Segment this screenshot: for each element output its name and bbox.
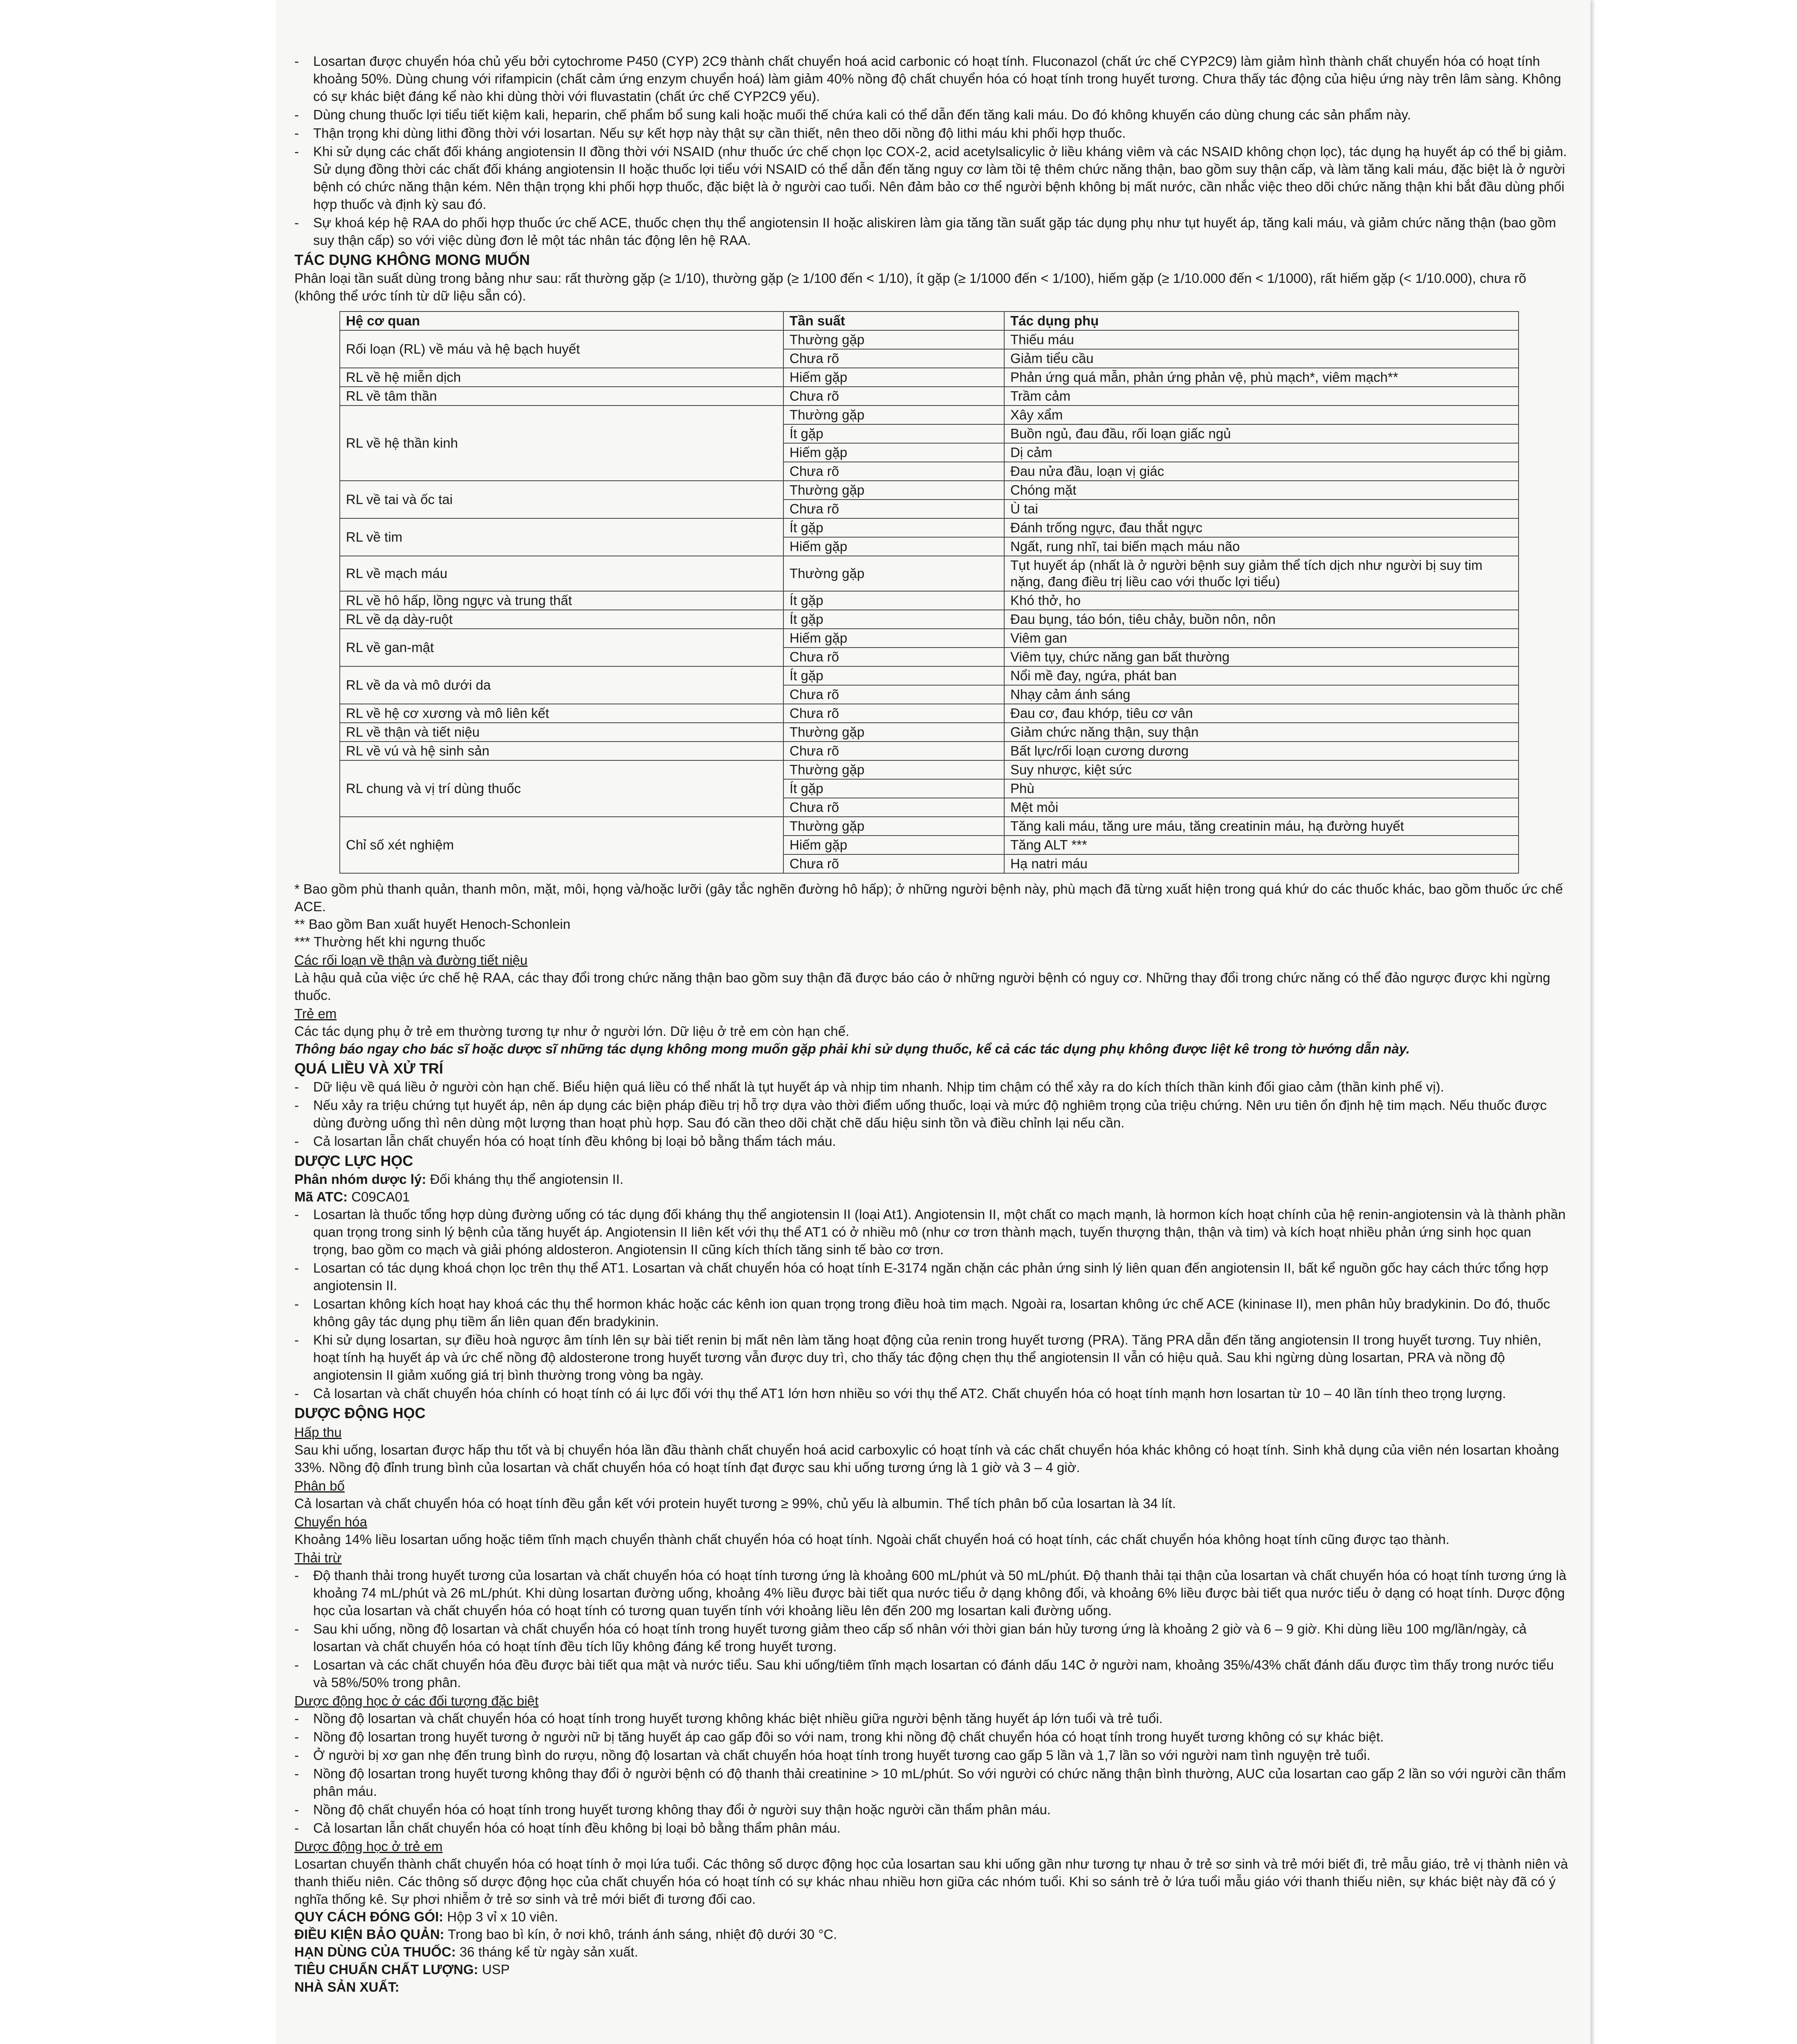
column-header: Tần suất [783,312,1004,330]
packaging-value: Hộp 3 vỉ x 10 viên. [447,1909,558,1924]
column-header: Tác dụng phụ [1004,312,1519,330]
list-item: - Losartan được chuyển hóa chủ yếu bởi cytochrome P450 (CYP) 2C9 thành chất chuyển hoá acid carbonic có hoạt tính. Fluconazol (chất ức chế CYP2C9) làm giảm hình thành chất chuyển hóa có hoạt tính khoảng 50%. Dùng chung với rifampicin (chất cảm ứng enzym chuyển hoá) làm giảm 40% nồng độ chất chuyển hóa có hoạt tính trong huyết tương. Chưa thấy tác động của hiệu ứng này trên lâm sàng. Không có sự khác biệt đáng kể nào khi dùng thời với fluvastatin (chất ức chế CYP2C9 yếu). [294,52,1568,105]
table-row [340,666,1519,685]
bullet-text: Sự khoá kép hệ RAA do phối hợp thuốc ức chế ACE, thuốc chẹn thụ thể angiotensin II hoặc aliskiren làm gia tăng tần suất gặp tác dụng phụ như tụt huyết áp, tăng kali máu, và giảm chức năng thận (bao gồm suy thận cấp) so với việc dùng đơn lẻ một tác nhân tác động lên hệ RAA. [313,215,1556,248]
frequency-cell: Ít gặp [783,779,1004,798]
table-row [340,610,1519,629]
footnote: * Bao gồm phù thanh quản, thanh môn, mặt, môi, họng và/hoặc lưỡi (gây tắc nghẽn đường hô hấp); ở những người bệnh này, phù mạch đã từng xuất hiện trong quá khứ do các thuốc khác, bao gồm thuốc ức chế ACE. [294,881,1563,914]
frequency-cell: Chưa rõ [783,349,1004,368]
adverse-intro: Phân loại tần suất dùng trong bảng như sau: rất thường gặp (≥ 1/10), thường gặp (≥ 1/100 đến < 1/10), ít gặp (≥ 1/1000 đến < 1/100), hiếm gặp (≥ 1/10.000 đến < 1/1000), rất hiếm gặp (< 1/10.000), chưa rõ (không thể ước tính từ dữ liệu sẵn có). [294,271,1526,303]
table-row [340,591,1519,610]
organ-cell: RL về dạ dày-ruột [340,610,783,629]
footnote: *** Thường hết khi ngưng thuốc [294,934,486,949]
shelf-life-value: 36 tháng kể từ ngày sản xuất. [459,1944,638,1959]
effect-cell: Phản ứng quá mẫn, phản ứng phản vệ, phù mạch*, viêm mạch** [1004,368,1519,387]
organ-cell: RL về da và mô dưới da [340,666,783,704]
table-row [340,387,1519,406]
column-header: Hệ cơ quan [340,312,783,330]
effect-cell: Suy nhược, kiệt sức [1004,760,1519,779]
frequency-cell: Thường gặp [783,481,1004,500]
frequency-cell: Thường gặp [783,723,1004,742]
effect-cell: Viêm tụy, chức năng gan bất thường [1004,648,1519,666]
atc-label: Mã ATC: [294,1189,348,1204]
standard-value: USP [482,1962,510,1977]
effect-cell: Đau bụng, táo bón, tiêu chảy, buồn nôn, nôn [1004,610,1519,629]
adverse-heading: TÁC DỤNG KHÔNG MONG MUỐN [294,251,530,268]
effect-cell: Trầm cảm [1004,387,1519,406]
bullet-text: Ở người bị xơ gan nhẹ đến trung bình do rượu, nồng độ losartan và chất chuyển hóa hoạt tính trong huyết tương cao gấp 5 lần và 1,7 lần so với người nam tình nguyện trẻ tuổi. [313,1748,1371,1763]
frequency-cell: Chưa rõ [783,462,1004,481]
organ-cell: Chỉ số xét nghiệm [340,817,783,873]
table-row [340,556,1519,591]
bullet-text: Dữ liệu về quá liều ở người còn hạn chế. Biểu hiện quá liều có thể nhất là tụt huyết áp và nhịp tim nhanh. Nhịp tim chậm có thể xảy ra do kích thích thần kinh đối giao cảm (thần kinh phế vị). [313,1079,1444,1094]
metabolism-text: Khoảng 14% liều losartan uống hoặc tiêm tĩnh mạch chuyển thành chất chuyển hóa có hoạt tính. Ngoài chất chuyển hoá có hoạt tính, các chất chuyển hóa không hoạt tính cũng được tạo thành. [294,1532,1450,1547]
effect-cell: Đau nửa đầu, loạn vị giác [1004,462,1519,481]
pediatric-pk-subheading: Dược động học ở trẻ em [294,1839,443,1854]
effect-cell: Giảm chức năng thận, suy thận [1004,723,1519,742]
table-row [340,760,1519,779]
distribution-subheading: Phân bố [294,1478,345,1493]
manufacturer-label: NHÀ SẢN XUẤT: [294,1979,399,1995]
bullet-text: Losartan không kích hoạt hay khoá các thụ thể hormon khác hoặc các kênh ion quan trọng trong điều hoà tim mạch. Ngoài ra, losartan không ức chế ACE (kininase II), men phân hủy bradykinin. Do đó, thuốc không gây tác dụng phụ tiềm ẩn liên quan đến bradykinin. [313,1296,1550,1329]
table-row [340,817,1519,836]
frequency-cell: Hiếm gặp [783,443,1004,462]
list-item: - Sau khi uống, nồng độ losartan và chất chuyển hóa có hoạt tính trong huyết tương giảm theo cấp số nhân với thời gian bán hủy tương ứng là khoảng 2 giờ và 6 – 9 giờ. Khi dùng liều 100 mg/lần/ngày, cả losartan và chất chuyển hóa có hoạt tính đều tích lũy không đáng kể trong huyết tương. [294,1620,1568,1655]
list-item: - Khi sử dụng các chất đối kháng angiotensin II đồng thời với NSAID (như thuốc ức chế chọn lọc COX-2, acid acetylsalicylic ở liều kháng viêm và các NSAID không chọn lọc), tác dụng hạ huyết áp có thể bị giảm. Sử dụng đồng thời các chất đối kháng angiotensin II hoặc thuốc lợi tiểu với NSAID có thể dẫn đến tăng nguy cơ làm tồi tệ thêm chức năng thận, bao gồm suy thận cấp, và làm tăng kali máu, đặc biệt là ở người bệnh có chức năng thận kém. Nên thận trọng khi phối hợp thuốc, đặc biệt là ở người cao tuổi. Nên đảm bảo cơ thể người bệnh không bị mất nước, cần nhắc việc theo dõi chức năng thận khi bắt đầu dùng phối hợp thuốc và định kỳ sau đó. [294,143,1568,213]
standard-line [294,1961,1568,1978]
bullet-text: Nồng độ chất chuyển hóa có hoạt tính trong huyết tương không thay đổi ở người suy thận hoặc người cần thẩm phân máu. [313,1802,1051,1817]
list-item: - Dùng chung thuốc lợi tiểu tiết kiệm kali, heparin, chế phẩm bổ sung kali hoặc muối thế chứa kali có thể dẫn đến tăng kali máu. Do đó không khuyến cáo dùng chung các sản phẩm này. [294,106,1568,123]
list-item: - Dữ liệu về quá liều ở người còn hạn chế. Biểu hiện quá liều có thể nhất là tụt huyết áp và nhịp tim nhanh. Nhịp tim chậm có thể xảy ra do kích thích thần kinh đối giao cảm (thần kinh phế vị). [294,1078,1568,1096]
frequency-cell: Thường gặp [783,330,1004,349]
list-item: - Độ thanh thải trong huyết tương của losartan và chất chuyển hóa có hoạt tính tương ứng là khoảng 600 mL/phút và 50 mL/phút. Độ thanh thải tại thận của losartan và chất chuyển hóa có hoạt tính tương ứng là khoảng 74 mL/phút và 26 mL/phút. Khi dùng losartan đường uống, khoảng 4% liều được bài tiết qua nước tiểu ở dạng không đổi, và khoảng 6% liều được bài tiết qua nước tiểu ở dạng có hoạt tính. Dược động học của losartan và chất chuyển hóa có hoạt tính có tương quan tuyến tính với khoảng liều lên đến 200 mg losartan kali đường uống. [294,1567,1568,1619]
renal-subheading: Các rối loạn về thận và đường tiết niệu [294,953,528,968]
table-row [340,368,1519,387]
bullet-text: Thận trọng khi dùng lithi đồng thời với losartan. Nếu sự kết hợp này thật sự cần thiết, nên theo dõi nồng độ lithi máu khi phối hợp thuốc. [313,126,1126,141]
distribution-text: Cả losartan và chất chuyển hóa có hoạt tính đều gắn kết với protein huyết tương ≥ 99%, chủ yếu là albumin. Thể tích phân bố của losartan là 34 lít. [294,1496,1176,1511]
pediatric-pk-text: Losartan chuyển thành chất chuyển hóa có hoạt tính ở mọi lứa tuổi. Các thông số dược động học của losartan sau khi uống gần như tương tự nhau ở trẻ sơ sinh và trẻ mới biết đi, trẻ mẫu giáo, trẻ vị thành niên và thanh thiếu niên. Các thông số dược động học của chất chuyển hóa có hoạt tính có sự khác nhau nhiều hơn giữa các nhóm tuổi. Khi so sánh trẻ ở lứa tuổi mẫu giáo với thanh thiếu niên, sự khác biệt này đã có ý nghĩa thống kê. Sự phơi nhiễm ở trẻ sơ sinh và trẻ mới biết đi tương đối cao. [294,1856,1568,1907]
effect-cell: Đánh trống ngực, đau thắt ngực [1004,518,1519,537]
bullet-text: Cả losartan và chất chuyển hóa chính có hoạt tính có ái lực đối với thụ thể AT1 lớn hơn nhiều so với thụ thể AT2. Chất chuyển hóa có hoạt tính mạnh hơn losartan từ 10 – 40 lần tính theo trọng lượng. [313,1386,1506,1401]
absorption-text: Sau khi uống, losartan được hấp thu tốt và bị chuyển hóa lần đầu thành chất chuyển hoá acid carboxylic có hoạt tính và các chất chuyển hóa khác không có hoạt tính. Sinh khả dụng của viên nén losartan khoảng 33%. Nồng độ đỉnh trung bình của losartan và chất chuyển hóa có hoạt tính đạt được sau khi uống tương ứng là 1 giờ và 3 – 4 giờ. [294,1442,1559,1475]
bullet-text: Cả losartan lẫn chất chuyển hóa có hoạt tính đều không bị loại bỏ bằng thẩm phân máu. [313,1820,841,1836]
leaflet-page [276,0,1591,2044]
frequency-cell: Chưa rõ [783,648,1004,666]
frequency-cell: Thường gặp [783,760,1004,779]
frequency-cell: Thường gặp [783,817,1004,836]
organ-cell: RL về tai và ốc tai [340,481,783,518]
table-row [340,330,1519,349]
packaging-label: QUY CÁCH ĐÓNG GÓI: [294,1909,444,1924]
effect-cell: Nổi mề đay, ngứa, phát ban [1004,666,1519,685]
list-item: - Cả losartan lẫn chất chuyển hóa có hoạt tính đều không bị loại bỏ bằng thẩm tách máu. [294,1132,1568,1150]
metabolism-subheading: Chuyển hóa [294,1514,367,1529]
table-body [340,330,1519,873]
effect-cell: Phù [1004,779,1519,798]
atc-code [294,1188,1568,1206]
organ-cell: Rối loạn (RL) về máu và hệ bạch huyết [340,330,783,368]
renal-text: Là hậu quả của việc ức chế hệ RAA, các thay đổi trong chức năng thận bao gồm suy thận đã được báo cáo ở những người bệnh có nguy cơ. Những thay đổi trong chức năng có thể đảo ngược được khi ngừng thuốc. [294,970,1550,1003]
frequency-cell: Thường gặp [783,556,1004,591]
overdose-heading: QUÁ LIỀU VÀ XỬ TRÍ [294,1060,443,1077]
special-populations-subheading: Dược động học ở các đối tượng đặc biệt [294,1693,539,1708]
frequency-cell: Chưa rõ [783,854,1004,873]
effect-cell: Bất lực/rối loạn cương dương [1004,742,1519,760]
table-header-row [340,312,1519,330]
frequency-cell: Chưa rõ [783,704,1004,723]
organ-cell: RL về gan-mật [340,629,783,666]
absorption-subheading: Hấp thu [294,1425,342,1440]
shelf-life-label: HẠN DÙNG CỦA THUỐC: [294,1944,456,1959]
organ-cell: RL về thận và tiết niệu [340,723,783,742]
list-item: - Nếu xảy ra triệu chứng tụt huyết áp, nên áp dụng các biện pháp điều trị hỗ trợ dựa vào thời điểm uống thuốc, loại và mức độ nghiêm trọng của triệu chứng. Nên ưu tiên ổn định hệ tim mạch. Nếu thuốc được dùng đường uống thì nên dùng một lượng than hoạt phù hợp. Sau đó cần theo dõi chặt chẽ dấu hiệu sinh tồn và điều chỉnh lại nếu cần. [294,1096,1568,1132]
effect-cell: Chóng mặt [1004,481,1519,500]
organ-cell: RL về tim [340,518,783,556]
bullet-text: Sau khi uống, nồng độ losartan và chất chuyển hóa có hoạt tính trong huyết tương giảm theo cấp số nhân với thời gian bán hủy tương ứng là khoảng 2 giờ và 6 – 9 giờ. Khi dùng liều 100 mg/lần/ngày, cả losartan và chất chuyển hóa có hoạt tính đều tích lũy không đáng kể trong huyết tương. [313,1621,1527,1654]
organ-cell: RL về hệ cơ xương và mô liên kết [340,704,783,723]
table-row [340,518,1519,537]
effect-cell: Viêm gan [1004,629,1519,648]
frequency-cell: Chưa rõ [783,387,1004,406]
effect-cell: Tụt huyết áp (nhất là ở người bệnh suy giảm thể tích dịch như người bị suy tim nặng, đang điều trị liều cao với thuốc lợi tiểu) [1004,556,1519,591]
effect-cell: Nhạy cảm ánh sáng [1004,685,1519,704]
frequency-cell: Chưa rõ [783,798,1004,817]
effect-cell: Ngất, rung nhĩ, tai biến mạch máu não [1004,537,1519,556]
group-label: Phân nhóm dược lý: [294,1172,426,1187]
elimination-subheading: Thải trừ [294,1550,342,1565]
effect-cell: Dị cảm [1004,443,1519,462]
shelf-life-line [294,1943,1568,1961]
list-item: - Ở người bị xơ gan nhẹ đến trung bình do rượu, nồng độ losartan và chất chuyển hóa hoạt tính trong huyết tương cao gấp 5 lần và 1,7 lần so với người nam tình nguyện trẻ tuổi. [294,1746,1568,1764]
list-item: - Nồng độ losartan và chất chuyển hóa có hoạt tính trong huyết tương không khác biệt nhiều giữa người bệnh tăng huyết áp lớn tuổi và trẻ tuổi. [294,1710,1568,1727]
bullet-text: Losartan có tác dụng khoá chọn lọc trên thụ thể AT1. Losartan và chất chuyển hóa có hoạt tính E-3174 ngăn chặn các phản ứng sinh lý liên quan đến angiotensin II, bất kể nguồn gốc hay cách thức tổng hợp angiotensin II. [313,1260,1548,1293]
list-item: - Nồng độ chất chuyển hóa có hoạt tính trong huyết tương không thay đổi ở người suy thận hoặc người cần thẩm phân máu. [294,1801,1568,1818]
effect-cell: Ù tai [1004,500,1519,518]
effect-cell: Khó thở, ho [1004,591,1519,610]
organ-cell: RL chung và vị trí dùng thuốc [340,760,783,817]
effect-cell: Hạ natri máu [1004,854,1519,873]
bullet-text: Losartan và các chất chuyển hóa đều được bài tiết qua mật và nước tiểu. Sau khi uống/tiêm tĩnh mạch losartan có đánh dấu 14C ở người nam, khoảng 35%/43% chất đánh dấu được tìm thấy trong nước tiểu và 58%/50% trong phân. [313,1657,1554,1690]
group-value: Đối kháng thụ thể angiotensin II. [430,1172,624,1187]
frequency-cell: Ít gặp [783,610,1004,629]
leaflet-content [294,52,1568,1996]
list-item: - Khi sử dụng losartan, sự điều hoà ngược âm tính lên sự bài tiết renin bị mất nên làm tăng hoạt động của renin trong huyết tương (PRA). Tăng PRA dẫn đến tăng angiotensin II trong huyết tương. Tuy nhiên, hoạt tính hạ huyết áp và ức chế nồng độ aldosterone trong huyết tương vẫn được duy trì, cho thấy tác động chẹn thụ thể angiotensin II vẫn có hiệu quả. Sau khi ngừng dùng losartan, PRA và nồng độ angiotensin II giảm xuống giá trị bình thường trong vòng ba ngày. [294,1331,1568,1384]
frequency-cell: Hiếm gặp [783,836,1004,854]
table-row [340,742,1519,760]
list-item: - Nồng độ losartan trong huyết tương ở người nữ bị tăng huyết áp cao gấp đôi so với nam, trong khi nồng độ chất chuyển hóa có hoạt tính trong huyết tương không có sự khác biệt. [294,1728,1568,1746]
table-row [340,481,1519,500]
frequency-cell: Ít gặp [783,666,1004,685]
bullet-text: Khi sử dụng losartan, sự điều hoà ngược âm tính lên sự bài tiết renin bị mất nên làm tăng hoạt động của renin trong huyết tương (PRA). Tăng PRA dẫn đến tăng angiotensin II trong huyết tương. Tuy nhiên, hoạt tính hạ huyết áp và ức chế nồng độ aldosterone trong huyết tương vẫn được duy trì, cho thấy tác động chẹn thụ thể angiotensin II vẫn có hiệu quả. Sau khi ngừng dùng losartan, PRA và nồng độ angiotensin II giảm xuống giá trị bình thường trong vòng ba ngày. [313,1332,1541,1383]
pharmacodynamics-heading: DƯỢC LỰC HỌC [294,1152,413,1169]
bullet-text: Nếu xảy ra triệu chứng tụt huyết áp, nên áp dụng các biện pháp điều trị hỗ trợ dựa vào thời điểm uống thuốc, loại và mức độ nghiêm trọng của triệu chứng. Nên ưu tiên ổn định hệ tim mạch. Nếu thuốc được dùng đường uống thì nên dùng một lượng than hoạt phù hợp. Sau đó cần theo dõi chặt chẽ dấu hiệu sinh tồn và điều chỉnh lại nếu cần. [313,1098,1547,1130]
list-item: - Cả losartan lẫn chất chuyển hóa có hoạt tính đều không bị loại bỏ bằng thẩm phân máu. [294,1819,1568,1837]
list-item: - Nồng độ losartan trong huyết tương không thay đổi ở người bệnh có độ thanh thải creatinine > 10 mL/phút. So với người có chức năng thận bình thường, AUC của losartan cao gấp 2 lần so với người cần thẩm phân máu. [294,1765,1568,1800]
table-row [340,406,1519,424]
bullet-text: Khi sử dụng các chất đối kháng angiotensin II đồng thời với NSAID (như thuốc ức chế chọn lọc COX-2, acid acetylsalicylic ở liều kháng viêm và các NSAID không chọn lọc), tác dụng hạ huyết áp có thể bị giảm. Sử dụng đồng thời các chất đối kháng angiotensin II hoặc thuốc lợi tiểu với NSAID có thể dẫn đến tăng nguy cơ làm tồi tệ thêm chức năng thận, bao gồm suy thận cấp, và làm tăng kali máu, đặc biệt là ở người bệnh có chức năng thận kém. Nên thận trọng khi phối hợp thuốc, đặc biệt là ở người cao tuổi. Nên đảm bảo cơ thể người bệnh không bị mất nước, cần nhắc việc theo dõi chức năng thận khi bắt đầu dùng phối hợp thuốc và định kỳ sau đó. [313,144,1567,212]
list-item: - Cả losartan và chất chuyển hóa chính có hoạt tính có ái lực đối với thụ thể AT1 lớn hơn nhiều so với thụ thể AT2. Chất chuyển hóa có hoạt tính mạnh hơn losartan từ 10 – 40 lần tính theo trọng lượng. [294,1385,1568,1402]
bullet-text: Cả losartan lẫn chất chuyển hóa có hoạt tính đều không bị loại bỏ bằng thẩm tách máu. [313,1134,836,1149]
list-item: - Losartan có tác dụng khoá chọn lọc trên thụ thể AT1. Losartan và chất chuyển hóa có hoạt tính E-3174 ngăn chặn các phản ứng sinh lý liên quan đến angiotensin II, bất kể nguồn gốc hay cách thức tổng hợp angiotensin II. [294,1259,1568,1294]
frequency-cell: Chưa rõ [783,685,1004,704]
organ-cell: RL về hệ thần kinh [340,406,783,481]
bullet-text: Nồng độ losartan và chất chuyển hóa có hoạt tính trong huyết tương không khác biệt nhiều giữa người bệnh tăng huyết áp lớn tuổi và trẻ tuổi. [313,1711,1163,1726]
frequency-cell: Hiếm gặp [783,629,1004,648]
frequency-cell: Hiếm gặp [783,537,1004,556]
packaging-line [294,1908,1568,1925]
list-item: - Losartan là thuốc tổng hợp dùng đường uống có tác dụng đối kháng thụ thể angiotensin II (loại At1). Angiotensin II, một chất co mạch mạnh, là hormon kích hoạt chính của hệ renin-angiotensin và là thành phần quan trọng trong sinh lý bệnh của tăng huyết áp. Angiotensin II liên kết với thụ thể AT1 có ở nhiều mô (như cơ trơn thành mạch, tuyến thượng thận, thận và tim) và kích hoạt nhiều phản ứng sinh học quan trọng, bao gồm co mạch và giải phóng aldosteron. Angiotensin II cũng kích thích tăng sinh tế bào cơ trơn. [294,1206,1568,1258]
effect-cell: Tăng ALT *** [1004,836,1519,854]
frequency-cell: Chưa rõ [783,500,1004,518]
report-notice: Thông báo ngay cho bác sĩ hoặc dược sĩ những tác dụng không mong muốn gặp phải khi sử dụng thuốc, kể cả các tác dụng phụ không được liệt kê trong tờ hướng dẫn này. [294,1041,1410,1056]
effect-cell: Mệt mỏi [1004,798,1519,817]
pharmacokinetics-heading: DƯỢC ĐỘNG HỌC [294,1405,426,1421]
effect-cell: Buồn ngủ, đau đầu, rối loạn giấc ngủ [1004,424,1519,443]
interaction-list [294,52,1568,249]
list-item: - Sự khoá kép hệ RAA do phối hợp thuốc ức chế ACE, thuốc chẹn thụ thể angiotensin II hoặc aliskiren làm gia tăng tần suất gặp tác dụng phụ như tụt huyết áp, tăng kali máu, và giảm chức năng thận (bao gồm suy thận cấp) so với việc dùng đơn lẻ một tác nhân tác động lên hệ RAA. [294,214,1568,249]
table-row [340,704,1519,723]
frequency-cell: Ít gặp [783,424,1004,443]
frequency-cell: Ít gặp [783,518,1004,537]
organ-cell: RL về vú và hệ sinh sản [340,742,783,760]
organ-cell: RL về hô hấp, lồng ngực và trung thất [340,591,783,610]
effect-cell: Giảm tiểu cầu [1004,349,1519,368]
bullet-text: Losartan được chuyển hóa chủ yếu bởi cytochrome P450 (CYP) 2C9 thành chất chuyển hoá acid carbonic có hoạt tính. Fluconazol (chất ức chế CYP2C9) làm giảm hình thành chất chuyển hóa có hoạt tính khoảng 50%. Dùng chung với rifampicin (chất cảm ứng enzym chuyển hoá) làm giảm 40% nồng độ chất chuyển hóa có hoạt tính trong huyết tương. Chưa thấy tác động của hiệu ứng này trên lâm sàng. Không có sự khác biệt đáng kể nào khi dùng thời với fluvastatin (chất ức chế CYP2C9 yếu). [313,54,1561,104]
organ-cell: RL về mạch máu [340,556,783,591]
bullet-text: Nồng độ losartan trong huyết tương không thay đổi ở người bệnh có độ thanh thải creatinine > 10 mL/phút. So với người có chức năng thận bình thường, AUC của losartan cao gấp 2 lần so với người cần thẩm phân máu. [313,1766,1566,1799]
bullet-text: Losartan là thuốc tổng hợp dùng đường uống có tác dụng đối kháng thụ thể angiotensin II (loại At1). Angiotensin II, một chất co mạch mạnh, là hormon kích hoạt chính của hệ renin-angiotensin và là thành phần quan trọng trong sinh lý bệnh của tăng huyết áp. Angiotensin II liên kết với thụ thể AT1 có ở nhiều mô (như cơ trơn thành mạch, tuyến thượng thận, thận và tim) và kích hoạt nhiều phản ứng sinh học quan trọng, bao gồm co mạch và giải phóng aldosteron. Angiotensin II cũng kích thích tăng sinh tế bào cơ trơn. [313,1207,1566,1257]
frequency-cell: Hiếm gặp [783,368,1004,387]
effect-cell: Tăng kali máu, tăng ure máu, tăng creatinin máu, hạ đường huyết [1004,817,1519,836]
frequency-cell: Thường gặp [783,406,1004,424]
child-text: Các tác dụng phụ ở trẻ em thường tương tự như ở người lớn. Dữ liệu ở trẻ em còn hạn chế. [294,1024,850,1039]
list-item: - Thận trọng khi dùng lithi đồng thời với losartan. Nếu sự kết hợp này thật sự cần thiết, nên theo dõi nồng độ lithi máu khi phối hợp thuốc. [294,124,1568,142]
standard-label: TIÊU CHUẨN CHẤT LƯỢNG: [294,1962,478,1977]
organ-cell: RL về tâm thần [340,387,783,406]
atc-value: C09CA01 [351,1189,410,1204]
bullet-text: Nồng độ losartan trong huyết tương ở người nữ bị tăng huyết áp cao gấp đôi so với nam, trong khi nồng độ chất chuyển hóa có hoạt tính trong huyết tương không có sự khác biệt. [313,1729,1384,1744]
manufacturer-line [294,1978,1568,1996]
table-row [340,723,1519,742]
child-subheading: Trẻ em [294,1006,337,1021]
bullet-text: Độ thanh thải trong huyết tương của losartan và chất chuyển hóa có hoạt tính tương ứng là khoảng 600 mL/phút và 50 mL/phút. Độ thanh thải tại thận của losartan và chất chuyển hóa có hoạt tính tương ứng là khoảng 74 mL/phút và 26 mL/phút. Khi dùng losartan đường uống, khoảng 4% liều được bài tiết qua nước tiểu ở dạng không đổi, và khoảng 6% liều được bài tiết qua nước tiểu ở dạng có hoạt tính. Dược động học của losartan và chất chuyển hóa có hoạt tính có tương quan tuyến tính với khoảng liều lên đến 200 mg losartan kali đường uống. [313,1568,1566,1618]
effect-cell: Xây xẩm [1004,406,1519,424]
footnote: ** Bao gồm Ban xuất huyết Henoch-Schonlein [294,917,571,932]
storage-value: Trong bao bì kín, ở nơi khô, tránh ánh sáng, nhiệt độ dưới 30 °C. [448,1927,837,1942]
pharmacologic-group [294,1170,1568,1188]
table-row [340,629,1519,648]
storage-label: ĐIỀU KIỆN BẢO QUẢN: [294,1927,444,1942]
effect-cell: Thiếu máu [1004,330,1519,349]
list-item: - Losartan không kích hoạt hay khoá các thụ thể hormon khác hoặc các kênh ion quan trọng trong điều hoà tim mạch. Ngoài ra, losartan không ức chế ACE (kininase II), men phân hủy bradykinin. Do đó, thuốc không gây tác dụng phụ tiềm ẩn liên quan đến bradykinin. [294,1295,1568,1330]
organ-cell: RL về hệ miễn dịch [340,368,783,387]
adverse-effects-table [339,311,1519,874]
frequency-cell: Ít gặp [783,591,1004,610]
list-item: - Losartan và các chất chuyển hóa đều được bài tiết qua mật và nước tiểu. Sau khi uống/tiêm tĩnh mạch losartan có đánh dấu 14C ở người nam, khoảng 35%/43% chất đánh dấu được tìm thấy trong nước tiểu và 58%/50% trong phân. [294,1656,1568,1691]
effect-cell: Đau cơ, đau khớp, tiêu cơ vân [1004,704,1519,723]
bullet-text: Dùng chung thuốc lợi tiểu tiết kiệm kali, heparin, chế phẩm bổ sung kali hoặc muối thế chứa kali có thể dẫn đến tăng kali máu. Do đó không khuyến cáo dùng chung các sản phẩm này. [313,107,1411,122]
frequency-cell: Chưa rõ [783,742,1004,760]
storage-line [294,1925,1568,1943]
